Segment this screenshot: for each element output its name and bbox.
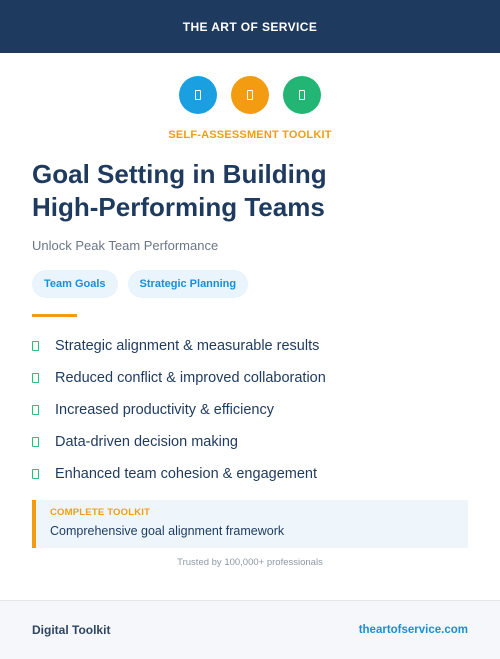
eyebrow-label: SELF-ASSESSMENT TOOLKIT (168, 129, 332, 141)
orange-badge-icon (231, 76, 269, 114)
tag-team-goals[interactable]: Team Goals (32, 270, 118, 298)
callout-label: COMPLETE TOOLKIT (50, 507, 151, 518)
tag-list (32, 270, 248, 298)
check-icon (32, 437, 39, 447)
benefit-item (32, 362, 326, 394)
website-link[interactable]: theartofservice.com (358, 624, 468, 636)
accent-divider (32, 314, 77, 317)
blue-badge-icon (179, 76, 217, 114)
title-line-2: High-Performing Teams (32, 192, 325, 222)
benefit-text: Strategic alignment & measurable results (55, 338, 320, 354)
benefit-text: Enhanced team cohesion & engagement (55, 466, 317, 482)
trusted-note: Trusted by 100,000+ professionals (177, 557, 323, 568)
green-badge-glyph-icon (299, 90, 305, 100)
toolkit-callout (32, 500, 468, 548)
green-badge-icon (283, 76, 321, 114)
benefit-item (32, 458, 326, 490)
header-bar (0, 0, 500, 53)
check-icon (32, 405, 39, 415)
orange-badge-glyph-icon (247, 90, 253, 100)
icon-row (0, 76, 500, 114)
footer-label: Digital Toolkit (32, 623, 111, 637)
footer (0, 600, 500, 659)
tag-strategic-planning[interactable]: Strategic Planning (128, 270, 249, 298)
benefit-text: Reduced conflict & improved collaboration (55, 370, 326, 386)
benefit-text: Increased productivity & efficiency (55, 402, 274, 418)
check-icon (32, 469, 39, 479)
brand-name: THE ART OF SERVICE (182, 19, 318, 34)
subtitle: Unlock Peak Team Performance (32, 238, 219, 253)
benefit-item (32, 394, 326, 426)
benefit-item (32, 330, 326, 362)
check-icon (32, 373, 39, 383)
check-icon (32, 341, 39, 351)
page-title (32, 158, 472, 224)
benefit-item (32, 426, 326, 458)
title-line-1: Goal Setting in Building (32, 159, 327, 189)
callout-text: Comprehensive goal alignment framework (50, 524, 285, 538)
blue-badge-glyph-icon (195, 90, 201, 100)
benefit-text: Data-driven decision making (55, 434, 238, 450)
benefit-list (32, 330, 326, 490)
